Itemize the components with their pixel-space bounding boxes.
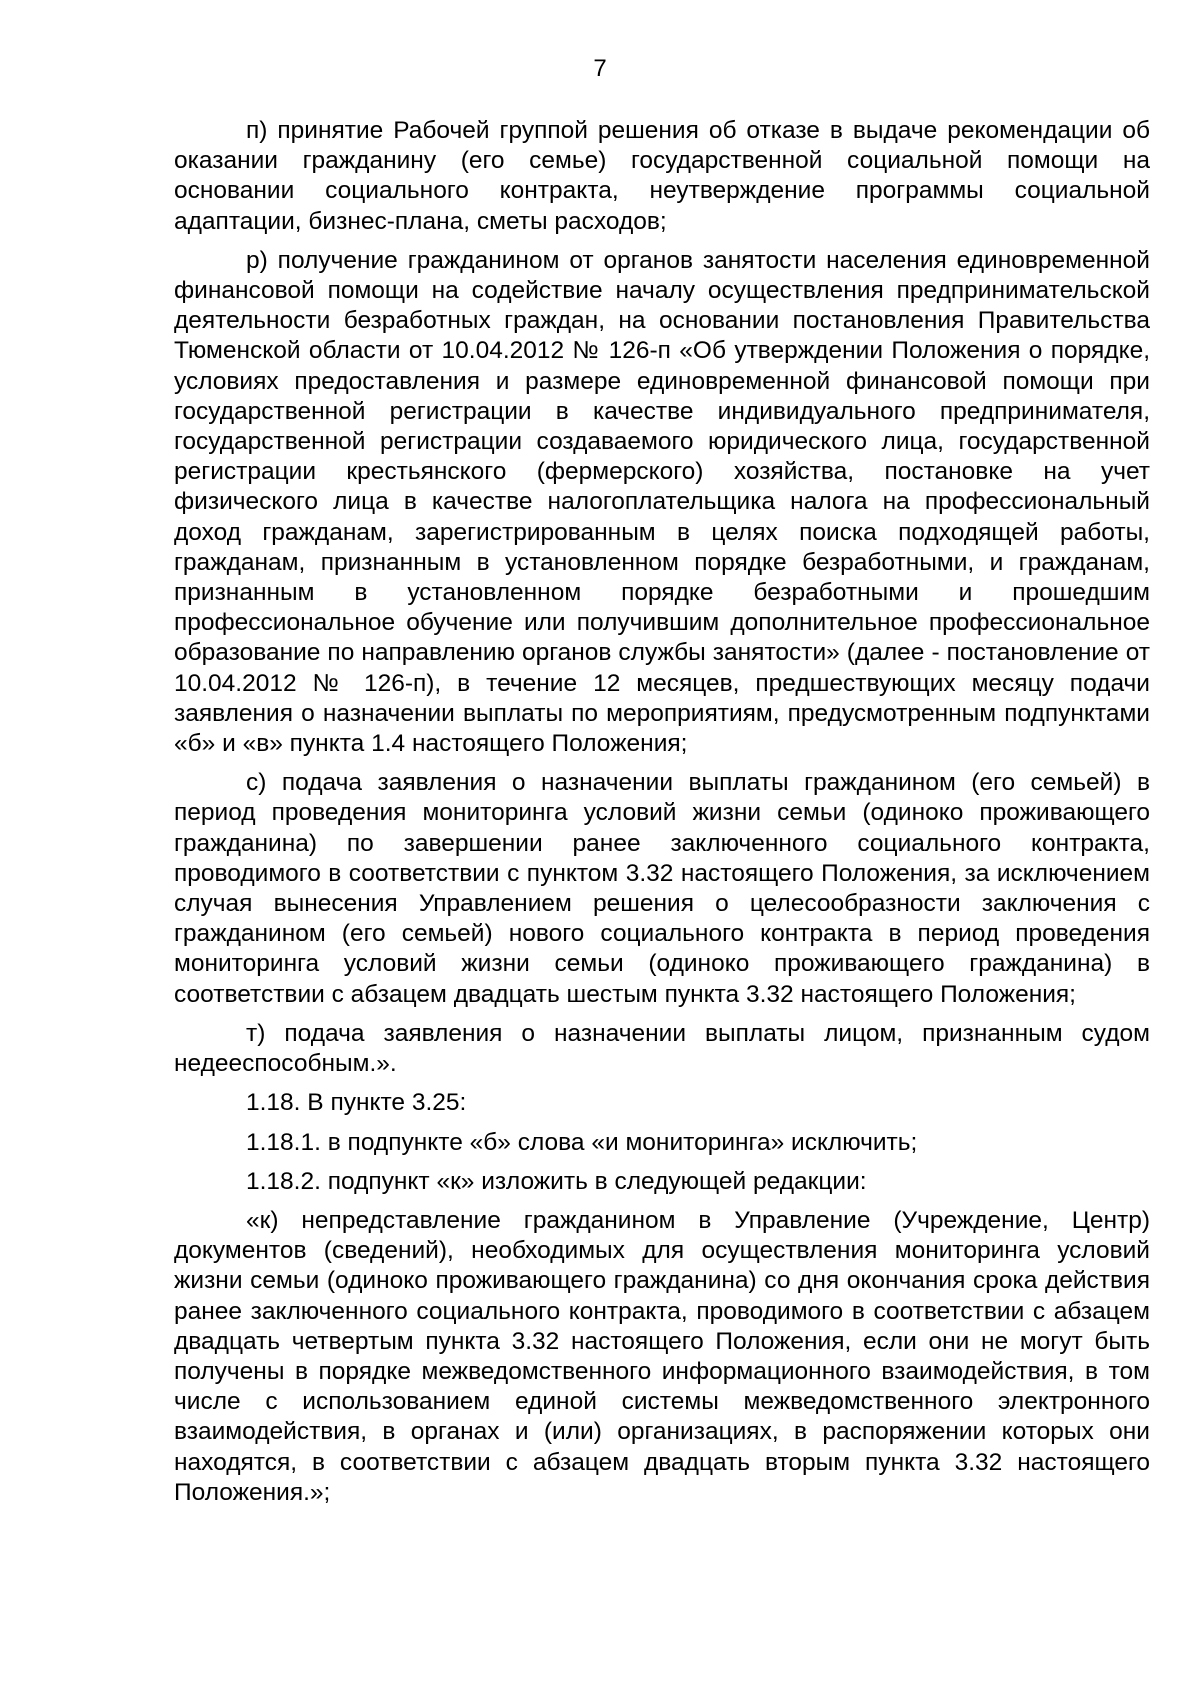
paragraph-clause-1-18-2: 1.18.2. подпункт «к» изложить в следующей редакции:	[246, 1167, 867, 1195]
paragraph-item-p: п) принятие Рабочей группой решения об отказе в выдаче рекомендации об оказании гражданину (его семье) государственной социальной помощи на основании социального контракта, неутверждение программы социальной адаптации, бизнес-плана, сметы расходов;	[174, 117, 1150, 235]
paragraph-clause-1-18-1: 1.18.1. в подпункте «б» слова «и мониторинга» исключить;	[246, 1128, 918, 1156]
paragraph-item-k: «к) непредставление гражданином в Управление (Учреждение, Центр) документов (сведений), необходимых для осуществления мониторинга условий жизни семьи (одиноко проживающего гражданина) со дня окончания срока действия ранее заключенного социального контракта, проводимого в соответствии с абзацем двадцать четвертым пункта 3.32 настоящего Положения, если они не могут быть получены в порядке межведомственного информационного взаимодействия, в том числе с использованием единой системы межведомственного электронного взаимодействия, в органах и (или) организациях, в распоряжении которых они находятся, в соответствии с абзацем двадцать вторым пункта 3.32 настоящего Положения.»;	[174, 1206, 1150, 1506]
paragraph-item-s: с) подача заявления о назначении выплаты гражданином (его семьей) в период проведения мониторинга условий жизни семьи (одиноко проживающего гражданина) по завершении ранее заключенного социального контракта, проводимого в соответствии с пунктом 3.32 настоящего Положения, за исключением случая вынесения Управлением решения о целесообразности заключения с гражданином (его семьей) нового социального контракта в период проведения мониторинга условий жизни семьи (одиноко проживающего гражданина) в соответствии с абзацем двадцать шестым пункта 3.32 настоящего Положения;	[174, 769, 1150, 1008]
paragraph-item-r: р) получение гражданином от органов занятости населения единовременной финансовой помощи на содействие началу осуществления предпринимательской деятельности безработных граждан, на основании постановления Правительства Тюменской области от 10.04.2012 № 126-п «Об утверждении Положения о порядке, условиях предоставления и размере единовременной финансовой помощи при государственной регистрации в качестве индивидуального предпринимателя, государственной регистрации создаваемого юридического лица, государственной регистрации крестьянского (фермерского) хозяйства, постановке на учет физического лица в качестве налогоплательщика налога на профессиональный доход гражданам, зарегистрированным в целях поиска подходящей работы, гражданам, признанным в установленном порядке безработными, и гражданам, признанным в установленном порядке безработными и прошедшим профессиональное обучение или получившим дополнительное профессиональное образование по направлению органов службы занятости» (далее - постановление от 10.04.2012 № 126-п), в течение 12 месяцев, предшествующих месяцу подачи заявления о назначении выплаты по мероприятиям, предусмотренным подпунктами «б» и «в» пункта 1.4 настоящего Положения;	[174, 246, 1150, 758]
document-body	[174, 116, 1150, 1517]
paragraph-item-t: т) подача заявления о назначении выплаты лицом, признанным судом недееспособным.».	[174, 1019, 1150, 1078]
paragraph-clause-1-18: 1.18. В пункте 3.25:	[246, 1089, 467, 1117]
page-number: 7	[593, 55, 607, 82]
